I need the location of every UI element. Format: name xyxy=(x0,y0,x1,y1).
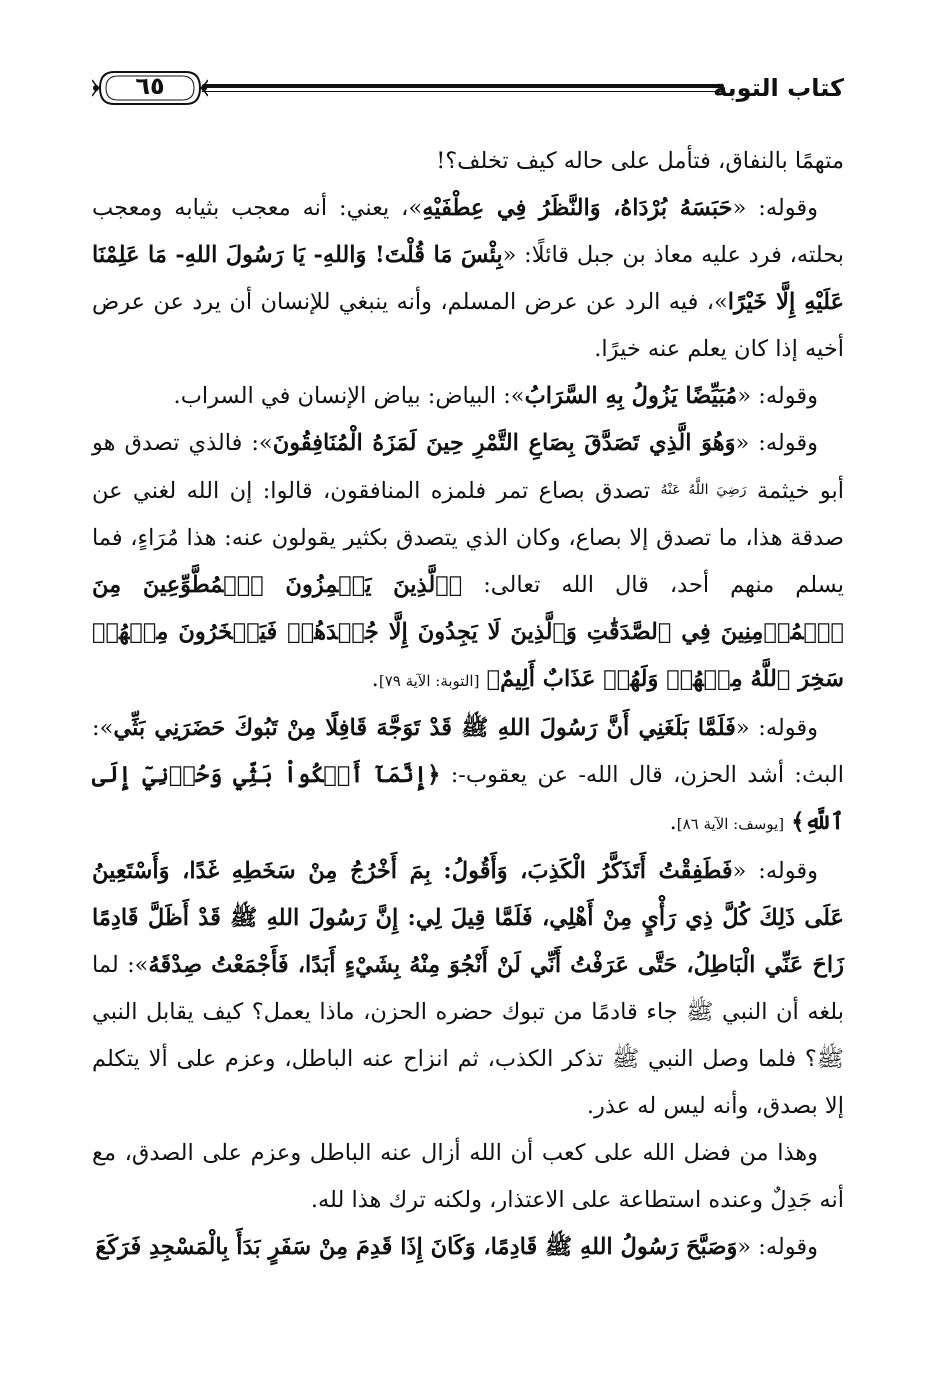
paragraph xyxy=(92,848,844,1130)
hadith-quote: فَلَمَّا بَلَغَنِي أَنَّ رَسُولَ اللهِ ﷺ قَدْ تَوَجَّهَ قَافِلًا مِنْ تَبُوكَ حَضَرَنِي بَثِّي xyxy=(113,715,736,741)
text-run: . xyxy=(669,809,677,835)
text-run: وقوله: « xyxy=(735,715,818,741)
text-run xyxy=(479,666,486,692)
text-run: وقوله: « xyxy=(732,195,818,221)
text-run: »: البث: أشد الحزن، قال الله- عن يعقوب-: xyxy=(92,715,844,788)
hadith-quote: وَهُوَ الَّذِي تَصَدَّقَ بِصَاعِ التَّمْرِ حِينَ لَمَزَهُ الْمُنَافِقُونَ xyxy=(272,430,736,456)
text-run: »، فيه الرد عن عرض المسلم، وأنه ينبغي للإنسان أن يرد عن عرض أخيه إذا كان يعلم عنه خيرًا. xyxy=(92,289,844,362)
text-run: . xyxy=(371,666,379,692)
text-run: »، يعني: أنه معجب بثيابه ومعجب بحلته، فرد عليه معاذ بن جبل قائلًا: « xyxy=(92,195,844,268)
text-run: »: لما بلغه أن النبي ﷺ جاء قادمًا من تبوك حضره الحزن، ماذا يعمل؟ كيف يقابل النبي ﷺ؟ فلما وصل النبي ﷺ تذكر الكذب، ثم انزاح عنه الباطل، وعزم على ألا يتكلم إلا بصدق، وأنه ليس له عذر. xyxy=(92,952,844,1119)
text-run: متهمًا بالنفاق، فتأمل على حاله كيف تخلف؟! xyxy=(436,148,844,174)
hadith-quote: بِئْسَ مَا قُلْتَ! وَاللهِ- يَا رَسُولَ اللهِ- مَا عَلِمْنَا عَلَيْهِ إِلَّا خَيْرًا xyxy=(92,242,844,315)
honorific: رَضِيَ اللَّهُ عَنْهُ xyxy=(660,482,747,498)
hadith-quote: مُبَيِّضًا يَزُولُ بِهِ السَّرَابُ xyxy=(524,383,738,409)
paragraph xyxy=(92,138,844,185)
text-run: وقوله: « xyxy=(737,383,818,409)
verse-reference: [التوبة: الآية ٧٩] xyxy=(378,672,480,690)
paragraph xyxy=(92,185,844,373)
header-rule xyxy=(202,84,724,94)
paragraph xyxy=(92,373,844,420)
text-run: »: البياض: بياض الإنسان في السراب. xyxy=(173,383,525,409)
body-text xyxy=(92,138,844,1271)
hadith-quote: وَصَبَّحَ رَسُولُ اللهِ ﷺ قَادِمًا، وَكَانَ إِذَا قَدِمَ مِنْ سَفَرٍ بَدَأَ بِالْمَسْجِدِ فَرَكَعَ xyxy=(95,1234,738,1260)
paragraph xyxy=(92,1130,844,1224)
paragraph xyxy=(92,1224,844,1271)
book-title: كتاب التوبة xyxy=(713,74,844,102)
page-number: ٦٥ xyxy=(135,72,165,100)
paragraph xyxy=(92,420,844,705)
verse-reference: [يوسف: الآية ٨٦] xyxy=(676,815,785,833)
quran-verse: ﴿ٱلَّذِينَ يَلۡمِزُونَ ٱلۡمُطَّوِّعِينَ مِنَ ٱلۡمُؤۡمِنِينَ فِي ٱلصَّدَقَٰتِ وَٱلَّذِينَ لَا يَجِدُونَ إِلَّا جُهۡدَهُمۡ فَيَسۡخَرُونَ مِنۡهُمۡ سَخِرَ ٱللَّهُ مِنۡهُمۡ وَلَهُمۡ عَذَابٌ أَلِيمٌ﴾ xyxy=(92,572,844,692)
paragraph xyxy=(92,705,844,848)
page-header xyxy=(92,62,844,118)
hadith-quote: حَبَسَهُ بُرْدَاهُ، وَالنَّظَرُ فِي عِطْفَيْهِ xyxy=(422,195,733,221)
hadith-quote: فَطَفِقْتُ أَتَذَكَّرُ الْكَذِبَ، وَأَقُولُ: بِمَ أَخْرُجُ مِنْ سَخَطِهِ غَدًا، وَأَسْتَعِينُ عَلَى ذَلِكَ كُلَّ ذِي رَأْيٍ مِنْ أَهْلِي، فَلَمَّا قِيلَ لِي: إِنَّ رَسُولَ اللهِ ﷺ قَدْ أَظَلَّ قَادِمًا زَاحَ عَنِّي الْبَاطِلُ، حَتَّى عَرَفْتُ أَنِّي لَنْ أَنْجُوَ مِنْهُ بِشَيْءٍ أَبَدًا، فَأَجْمَعْتُ صِدْقَهُ xyxy=(92,858,844,978)
text-run: وهذا من فضل الله على كعب أن الله أزال عنه الباطل وعزم على الصدق، مع أنه جَدِلٌ وعنده استطاعة على الاعتذار، ولكنه ترك هذا لله. xyxy=(92,1140,844,1213)
text-run: وقوله: « xyxy=(735,430,818,456)
text-run: تصدق بصاع تمر فلمزه المنافقون، قالوا: إن الله لغني عن صدقة هذا، ما تصدق إلا بصاع، وكان الذي يتصدق بكثير يقولون عنه: هذا مُرَاءٍ، فما يسلم منهم أحد، قال الله تعالى: xyxy=(92,478,844,598)
text-run: وقوله: « xyxy=(737,1234,818,1260)
text-run: وقوله: « xyxy=(732,858,818,884)
quran-verse: ﴿إِنَّمَآ أَشۡكُواْ بَثِّي وَحُزۡنِيٓ إِلَى ٱللَّهِ﴾ xyxy=(92,762,844,835)
text-run: »: فالذي تصدق هو أبو خيثمة xyxy=(92,430,844,504)
